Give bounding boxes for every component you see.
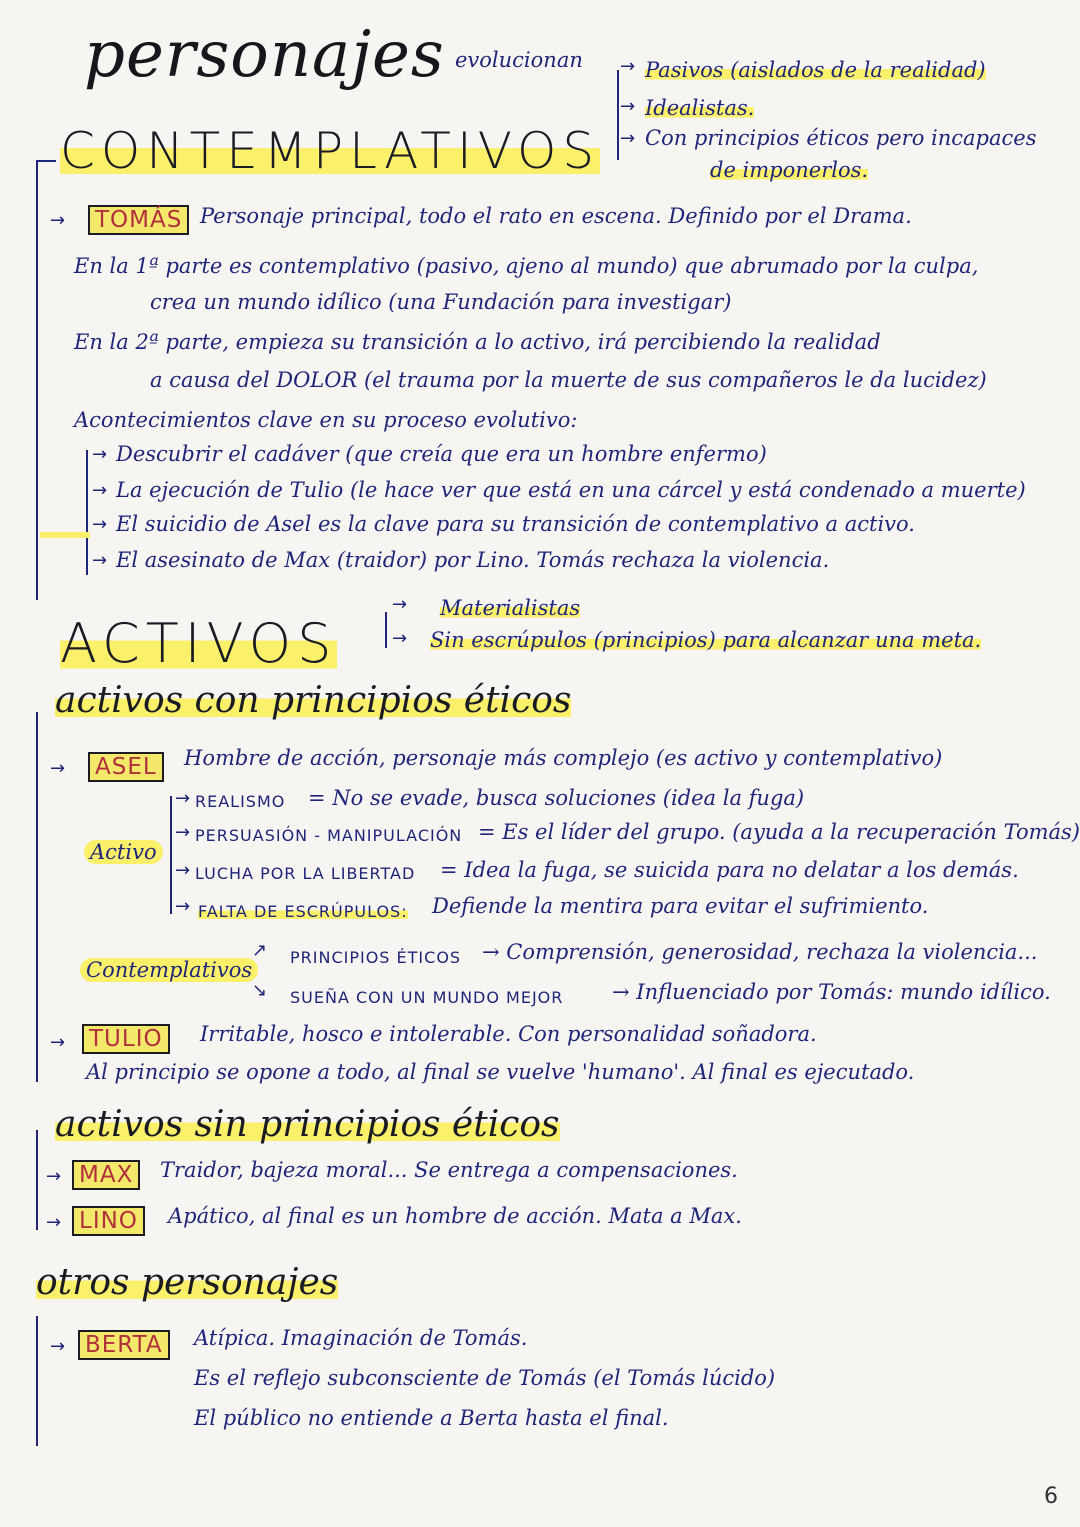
- arrow-icon: →: [46, 1212, 62, 1233]
- asel-trait-value: = Es el líder del grupo. (ayuda a la recuperación Tomás): [478, 820, 1080, 844]
- section-bracket: [36, 1130, 38, 1230]
- arrow-icon: →: [620, 96, 636, 117]
- asel-trait-key: SUEÑA CON UN MUNDO MEJOR: [290, 988, 564, 1007]
- trait-item: de imponerlos.: [710, 158, 869, 182]
- arrow-icon: →: [392, 628, 408, 649]
- tulio-name-box: TULIO: [82, 1024, 170, 1054]
- page-number: 6: [1044, 1484, 1058, 1509]
- arrow-icon: →: [50, 1336, 66, 1357]
- arrow-icon: →: [92, 514, 108, 535]
- arrow-icon: →: [50, 758, 66, 779]
- asel-trait-value: → Influenciado por Tomás: mundo idílico.: [612, 980, 1051, 1004]
- page-title: personajes: [84, 18, 445, 92]
- berta-name-box: BERTA: [78, 1330, 170, 1360]
- traits-bracket: [617, 70, 619, 160]
- tulio-line: Al principio se opone a todo, al final se vuelve 'humano'. Al final es ejecutado.: [86, 1060, 915, 1084]
- arrow-icon: →: [175, 788, 191, 809]
- sin-principios-heading: activos sin principios éticos: [55, 1104, 560, 1145]
- asel-desc: Hombre de acción, personaje más complejo (es activo y contemplativo): [184, 746, 943, 770]
- arrow-icon: →: [620, 128, 636, 149]
- arrow-icon: →: [46, 1166, 62, 1187]
- event-item: La ejecución de Tulio (le hace ver que está en una cárcel y está condenado a muerte): [116, 478, 1026, 502]
- contemplativos-heading: CONTEMPLATIVOS: [60, 122, 601, 180]
- tomas-line: crea un mundo idílico (una Fundación para investigar): [150, 290, 732, 314]
- asel-trait-key: PRINCIPIOS ÉTICOS: [290, 948, 462, 967]
- event-item: El suicidio de Asel es la clave para su transición de contemplativo a activo.: [116, 512, 915, 536]
- activos-trait: Materialistas: [440, 596, 581, 620]
- arrow-icon: ↗: [252, 940, 268, 961]
- event-item: El asesinato de Max (traidor) por Lino. Tomás rechaza la violencia.: [116, 548, 830, 572]
- contemplativo-label: Contemplativos: [80, 958, 258, 982]
- tomas-line: a causa del DOLOR (el trauma por la muerte de sus compañeros le da lucidez): [150, 368, 987, 392]
- title-note: evolucionan: [455, 48, 583, 72]
- asel-trait-value: = Idea la fuga, se suicida para no delatar a los demás.: [440, 858, 1019, 882]
- berta-line: El público no entiende a Berta hasta el final.: [194, 1406, 669, 1430]
- asel-trait-value: Defiende la mentira para evitar el sufrimiento.: [432, 894, 929, 918]
- asel-trait-key: REALISMO: [195, 792, 286, 811]
- lino-name-box: LINO: [72, 1206, 145, 1236]
- arrow-icon: →: [175, 896, 191, 917]
- arrow-icon: →: [620, 56, 636, 77]
- asel-trait-key: FALTA DE ESCRÚPULOS:: [198, 902, 408, 921]
- tomas-line: En la 1ª parte es contemplativo (pasivo, ajeno al mundo) que abrumado por la culpa,: [74, 254, 979, 278]
- activos-heading: ACTIVOS: [60, 612, 338, 675]
- berta-line: Atípica. Imaginación de Tomás.: [194, 1326, 528, 1350]
- section-bracket: [36, 160, 38, 600]
- arrow-icon: →: [92, 444, 108, 465]
- arrow-icon: →: [92, 480, 108, 501]
- con-principios-heading: activos con principios éticos: [55, 680, 572, 721]
- arrow-icon: ↘: [252, 980, 268, 1001]
- section-bracket: [36, 1316, 38, 1446]
- otros-heading: otros personajes: [36, 1262, 339, 1303]
- activos-trait: Sin escrúpulos (principios) para alcanzar una meta.: [430, 628, 982, 652]
- arrow-icon: →: [392, 594, 408, 615]
- arrow-icon: →: [175, 860, 191, 881]
- arrow-icon: →: [50, 210, 66, 231]
- asel-trait-value: → Comprensión, generosidad, rechaza la violencia...: [482, 940, 1038, 964]
- trait-item: Con principios éticos pero incapaces: [645, 126, 1037, 150]
- lino-desc: Apático, al final es un hombre de acción. Mata a Max.: [168, 1204, 742, 1228]
- tulio-line: Irritable, hosco e intolerable. Con personalidad soñadora.: [200, 1022, 817, 1046]
- arrow-icon: →: [175, 822, 191, 843]
- tomas-name-box: TOMÁS: [88, 205, 189, 235]
- berta-line: Es el reflejo subconsciente de Tomás (el Tomás lúcido): [194, 1366, 776, 1390]
- activo-label: Activo: [84, 840, 163, 864]
- event-item: Descubrir el cadáver (que creía que era un hombre enfermo): [116, 442, 767, 466]
- arrow-icon: →: [92, 550, 108, 571]
- max-name-box: MAX: [72, 1160, 140, 1190]
- tomas-line: Acontecimientos clave en su proceso evolutivo:: [74, 408, 578, 432]
- asel-name-box: ASEL: [88, 752, 164, 782]
- arrow-icon: →: [50, 1032, 66, 1053]
- tomas-line: En la 2ª parte, empieza su transición a lo activo, irá percibiendo la realidad: [74, 330, 881, 354]
- trait-item: Pasivos (aislados de la realidad): [645, 58, 986, 82]
- max-desc: Traidor, bajeza moral... Se entrega a compensaciones.: [160, 1158, 738, 1182]
- asel-trait-key: PERSUASIÓN - MANIPULACIÓN: [195, 826, 463, 845]
- tomas-line: Personaje principal, todo el rato en escena. Definido por el Drama.: [200, 204, 912, 228]
- asel-trait-value: = No se evade, busca soluciones (idea la fuga): [308, 786, 805, 810]
- asel-trait-key: LUCHA POR LA LIBERTAD: [195, 864, 416, 883]
- trait-item: Idealistas.: [645, 96, 755, 120]
- section-bracket: [36, 712, 38, 1082]
